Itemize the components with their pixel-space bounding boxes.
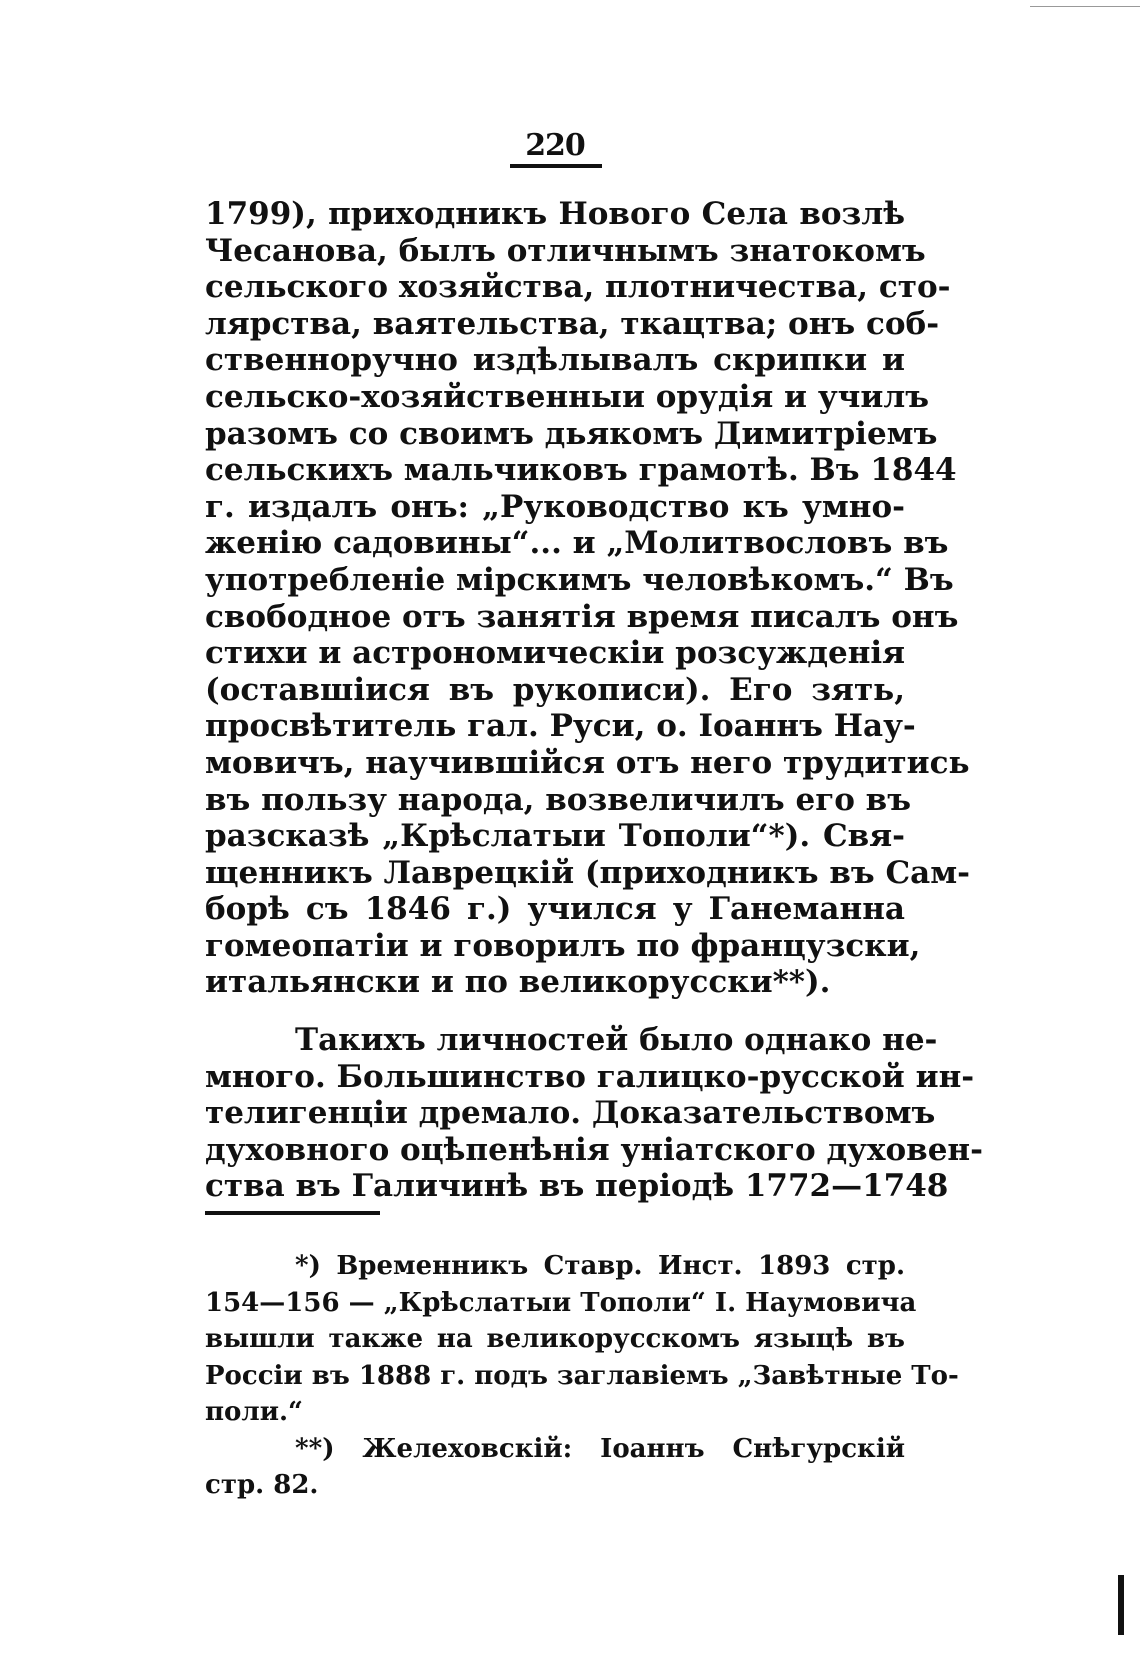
text-line: сельскихъ мальчиковъ грамотѣ. Въ 1844 xyxy=(205,452,957,489)
text-line: лярства, ваятельства, ткацтва; онъ соб- xyxy=(205,305,940,342)
text-line: стихи и астрономическіи розсужденія xyxy=(205,635,906,672)
text-line: разомъ со своимъ дьякомъ Димитріемъ xyxy=(205,415,938,452)
text-line: ства въ Галичинѣ въ періодѣ 1772—1748 xyxy=(205,1168,949,1205)
footnote-line: вышли также на великорусскомъ языцѣ въ xyxy=(205,1324,905,1354)
footnote-line: *) Временникъ Ставр. Инст. 1893 стр. xyxy=(295,1251,905,1281)
footnotes xyxy=(205,1248,959,1504)
text-line: разсказѣ „Крѣслатыи Тополи“*). Свя- xyxy=(205,818,905,855)
text-line: щенникъ Лаврецкій (приходникъ въ Сам- xyxy=(205,854,971,891)
scan-edge-mark xyxy=(1118,1575,1124,1635)
text-line: просвѣтитель гал. Руси, о. Іоаннъ Нау- xyxy=(205,708,916,745)
text-line: духовного оцѣпенѣнія уніатского духовен- xyxy=(205,1131,983,1168)
page-number-underline xyxy=(510,164,602,168)
text-line: въ пользу народа, возвеличилъ его въ xyxy=(205,781,911,818)
text-line: гомеопатіи и говорилъ по французски, xyxy=(205,927,921,964)
footnote-line: Россіи въ 1888 г. подъ заглавіемъ „Завѣтные То- xyxy=(205,1360,959,1391)
footnote-line: 154—156 — „Крѣслатыи Тополи“ І. Наумовича xyxy=(205,1287,917,1318)
text-line: мовичъ, научившійся отъ него трудитись xyxy=(205,744,970,781)
footnote-line: стр. 82. xyxy=(205,1470,319,1500)
text-line: сельско-хозяйственныи орудія и училъ xyxy=(205,378,930,415)
scan-edge-line xyxy=(1030,6,1140,7)
text-line: много. Большинство галицко-русской ин- xyxy=(205,1058,975,1095)
text-line: Чесанова, былъ отличнымъ знатокомъ xyxy=(205,232,926,269)
page-number: 220 xyxy=(525,128,585,163)
text-line: итальянски и по великорусски**). xyxy=(205,964,831,1001)
text-line: г. издалъ онъ: „Руководство къ умно- xyxy=(205,488,905,525)
second-paragraph xyxy=(205,1022,983,1205)
text-line: 1799), приходникъ Нового Села возлѣ xyxy=(205,196,905,232)
footnote-line: поли.“ xyxy=(205,1397,303,1427)
text-line: (оставшіися въ рукописи). Его зять, xyxy=(205,671,905,708)
text-line: борѣ съ 1846 г.) учился у Ганеманна xyxy=(205,891,905,928)
text-line: сельского хозяйства, плотничества, сто- xyxy=(205,269,951,306)
footnote-line: **) Желеховскій: Іоаннъ Снѣгурскій xyxy=(295,1433,905,1464)
text-line: употребленіе мірскимъ человѣкомъ.“ Въ xyxy=(205,561,954,598)
text-line: Такихъ личностей было однако не- xyxy=(295,1022,938,1058)
main-paragraph xyxy=(205,196,971,1001)
text-line: свободное отъ занятія время писалъ онъ xyxy=(205,598,959,635)
text-line: телигенціи дремало. Доказательствомъ xyxy=(205,1095,936,1132)
text-line: женію садовины“... и „Молитвословъ въ xyxy=(205,525,949,562)
footnote-separator xyxy=(205,1211,380,1215)
text-line: ственноручно издѣлывалъ скрипки и xyxy=(205,342,905,379)
